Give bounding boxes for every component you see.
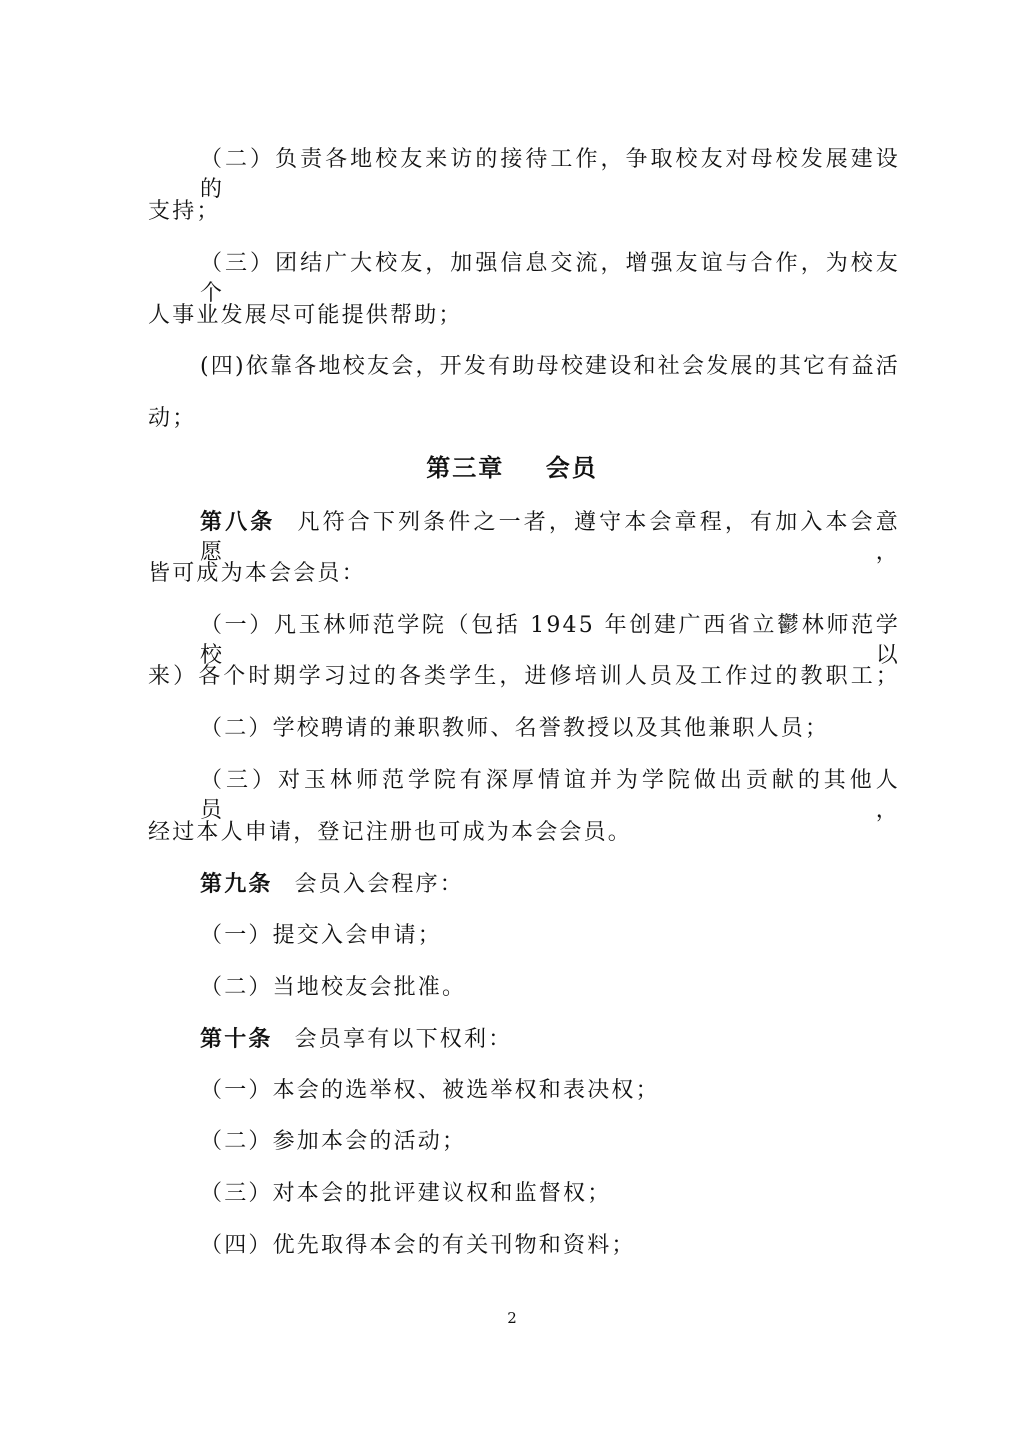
paragraph-line: （三）团结广大校友，加强信息交流，增强友谊与合作，为校友个: [200, 251, 900, 306]
paragraph-line: (四)依靠各地校友会，开发有助母校建设和社会发展的其它有益活: [200, 354, 900, 379]
paragraph-line: 皆可成为本会会员：: [148, 561, 366, 586]
article-label: 第十条: [200, 1026, 273, 1052]
paragraph-line: 人事业发展尽可能提供帮助；: [148, 303, 463, 328]
article-text: 凡符合下列条件之一者，遵守本会章程，有加入本会意愿，: [200, 510, 900, 565]
list-item: （一）凡玉林师范学院（包括 1945 年创建广西省立鬱林师范学校以: [200, 613, 900, 668]
paragraph-line: 动；: [148, 406, 197, 431]
paragraph-line: 支持；: [148, 199, 221, 224]
page-number: 2: [507, 1309, 517, 1327]
article-label: 第八条: [200, 509, 276, 535]
article-ten: [200, 1024, 952, 1055]
article-nine: [200, 869, 952, 900]
list-item: （二）参加本会的活动；: [200, 1129, 467, 1154]
list-item: （一）本会的选举权、被选举权和表决权；: [200, 1078, 660, 1103]
list-item: （三）对玉林师范学院有深厚情谊并为学院做出贡献的其他人员，: [200, 768, 900, 823]
paragraph-line: 经过本人申请，登记注册也可成为本会会员。: [148, 820, 633, 845]
list-item: （三）对本会的批评建议权和监督权；: [200, 1181, 612, 1206]
article-text: 会员入会程序：: [294, 872, 465, 897]
article-label: 第九条: [200, 871, 273, 897]
list-item: （二）学校聘请的兼职教师、名誉教授以及其他兼职人员；: [200, 716, 830, 741]
chapter-title: 第三章 会员: [426, 453, 598, 482]
paragraph-line: （二）负责各地校友来访的接待工作，争取校友对母校发展建设的: [200, 147, 900, 202]
list-item: （二）当地校友会批准。: [200, 975, 467, 1000]
list-item: （四）优先取得本会的有关刊物和资料；: [200, 1233, 636, 1258]
paragraph-line: 来）各个时期学习过的各类学生，进修培训人员及工作过的教职工；: [148, 664, 900, 689]
article-text: 会员享有以下权利：: [294, 1027, 513, 1052]
list-item: （一）提交入会申请；: [200, 923, 443, 948]
